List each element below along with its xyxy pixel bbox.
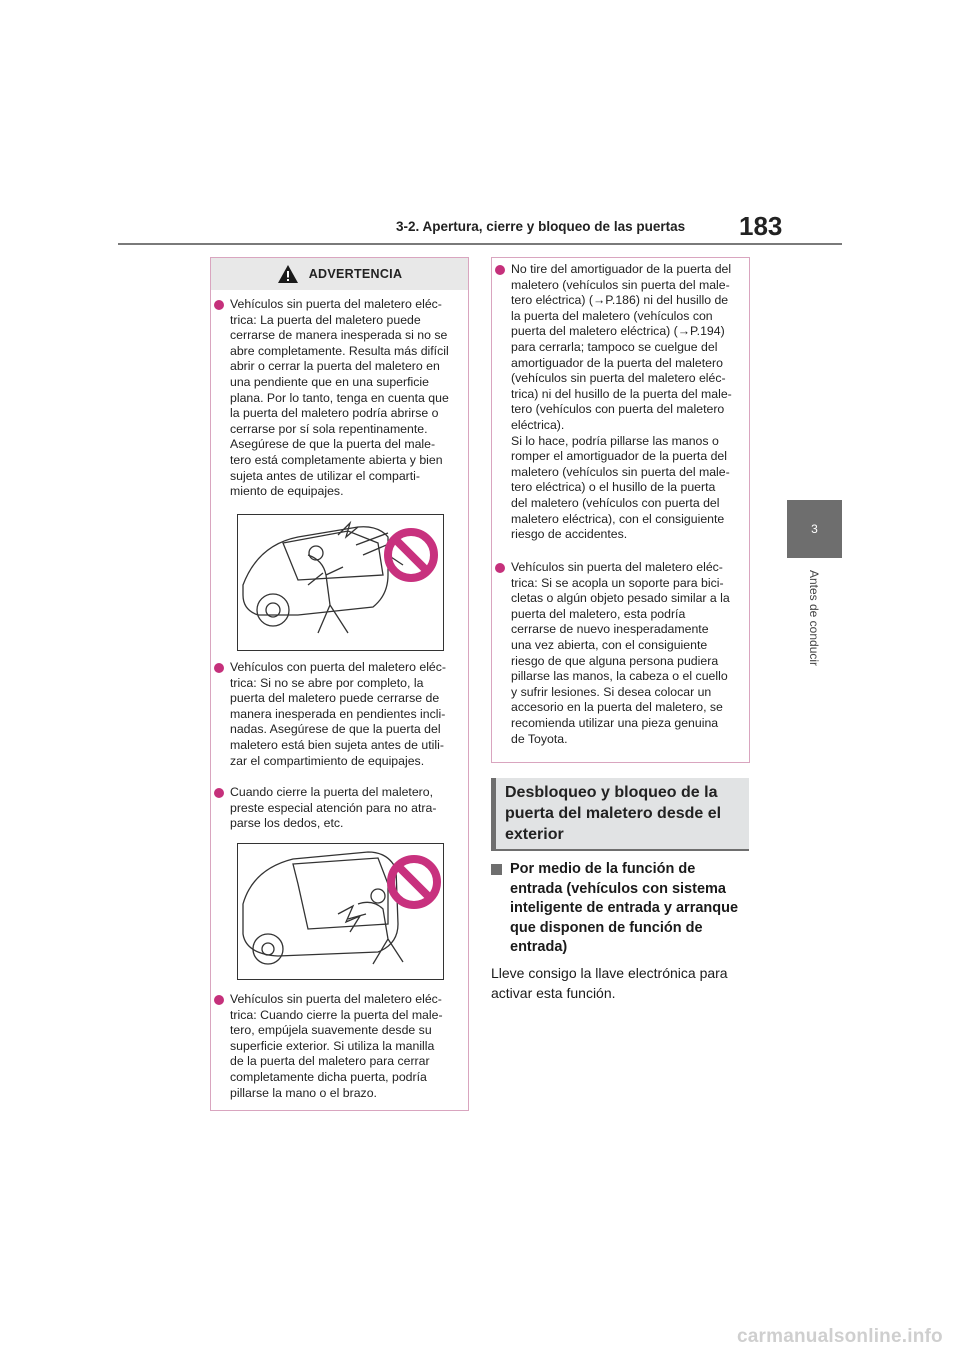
warning-box-right (491, 257, 750, 763)
chapter-label: Antes de conducir (807, 569, 821, 667)
warning-item-text: Vehículos con puerta del maletero eléc- trica: Si no se abre por completo, la puerta del maletero puede cerrarse de manera inesperada en pendientes incli- nadas. Asegúrese de que la puerta del maletero está bien sujeta antes de utili- zar el compartimiento de equipajes. (230, 660, 447, 768)
illustration-open-trunk (237, 514, 444, 651)
watermark: carmanualsonline.info (737, 1326, 943, 1347)
illustration-closing-trunk (237, 843, 444, 980)
prohibition-icon (386, 854, 442, 910)
square-bullet-icon (491, 864, 502, 875)
chapter-tab: 3 (787, 500, 842, 558)
subsection-body: Lleve consigo la llave electrónica para activar esta función. (491, 965, 728, 1001)
header-divider (118, 243, 842, 245)
subsection-heading-text: Por medio de la función de entrada (vehículos con sistema inteligente de entrada y arranque que disponen de función de entrada) (510, 861, 739, 956)
warning-item-text: Vehículos sin puerta del maletero eléc- trica: Cuando cierre la puerta del male- tero, empújela suavemente desde su superficie exterior. Si utiliza la manilla de la puerta del maletero para cerrar completamente dicha puerta, podría pillarse la mano o el brazo. (230, 992, 443, 1100)
bullet-icon (495, 563, 505, 573)
header-section-title: 3-2. Apertura, cierre y bloqueo de las puertas (396, 219, 686, 234)
warning-item-text: Vehículos sin puerta del maletero eléc- trica: La puerta del maletero puede cerrarse de manera inesperada si no se abre completamente. Resulta más difícil abrir o cerrar la puerta del maletero en una pendiente que en una superficie plana. Por lo tanto, tenga en cuenta que la puerta del maletero podría abrirse o cerrarse por sí sola repentinamente. Asegúrese de que la puerta del male- tero está completamente abierta y bien sujeta antes de utilizar el comparti- miento de equipajes. (230, 297, 449, 499)
warning-item-text: No tire del amortiguador de la puerta del maletero (vehículos sin puerta del male- tero eléctrica) (→P.186) ni del husillo de la puerta del maletero (vehículos con puerta del maletero eléctrica) (→P.194) para cerrarla; tampoco se cuelgue del amortiguador de la puerta del maletero (vehículos sin puerta del maletero eléc- trica) ni del husillo de la puerta del male- tero (vehículos con puerta del maletero eléctrica). Si lo hace, podría pillarse las manos o romper el amortiguador de la puerta del maletero (vehículos sin puerta del male- tero eléctrica) o el husillo de la puerta del maletero (vehículos con puerta del maletero eléctrica), con el consiguiente riesgo de accidentes. (511, 262, 732, 542)
warning-triangle-icon (277, 264, 299, 284)
prohibition-icon (383, 527, 439, 583)
bullet-icon (214, 788, 224, 798)
section-title: Desbloqueo y bloqueo de la puerta del maletero desde el exterior (505, 784, 722, 843)
bullet-icon (214, 995, 224, 1005)
warning-item-text: Cuando cierre la puerta del maletero, preste especial atención para no atra- parse los dedos, etc. (230, 785, 437, 831)
warning-box-left (210, 257, 469, 1111)
bullet-icon (214, 663, 224, 673)
bullet-icon (214, 300, 224, 310)
bullet-icon (495, 265, 505, 275)
section-heading-box (491, 778, 749, 851)
warning-title: ADVERTENCIA (308, 267, 403, 281)
warning-header (211, 258, 468, 290)
warning-item-text: Vehículos sin puerta del maletero eléc- trica: Si se acopla un soporte para bici- cletas o algún objeto pesado similar a la puerta del maletero, esta podría cerrarse de nuevo inesperadamente una vez abierta, con el consiguiente riesgo de que alguna persona pudiera pillarse las manos, la cabeza o el cuello y sufrir lesiones. Si desea colocar un accesorio en la puerta del maletero, se recomienda utilizar una pieza genuina de Toyota. (511, 560, 730, 746)
page-number: 183 (739, 211, 783, 241)
